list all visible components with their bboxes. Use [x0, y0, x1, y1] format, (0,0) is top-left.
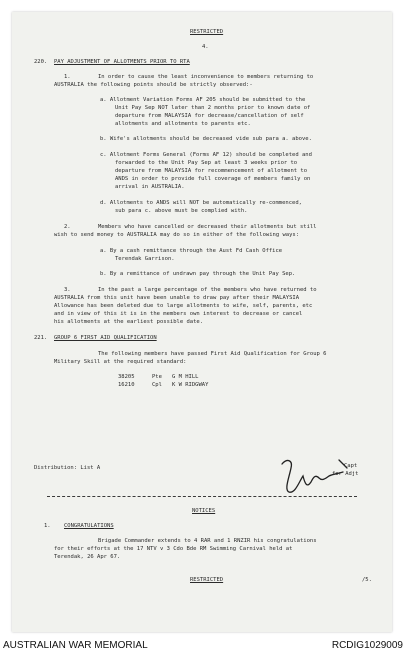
member-name: G M HILL [172, 374, 199, 380]
archive-footer [0, 638, 408, 653]
para-1-number: 1. [64, 74, 71, 80]
notice-number: 1. [44, 523, 51, 529]
distribution: Distribution: List A [34, 465, 101, 471]
item-d-line: sub para c. above must be complied with. [115, 208, 248, 214]
item-a-line: a. Allotment Variation Forms AF 205 should be submitted to the [100, 97, 306, 103]
para-2-item-b: b. By a remittance of undrawn pay through the Unit Pay Sep. [100, 271, 296, 277]
item-d-line: d. Allotments to ANDS will NOT be automatically re-commenced, [100, 200, 302, 206]
member-name: K W RIDGWAY [172, 382, 209, 388]
item-a-line: departure from MALAYSIA for decrease/cancellation of self [115, 113, 304, 119]
para-3-line: In the past a large percentage of the members who have returned to [98, 287, 317, 293]
para-2-line: wish to send money to AUSTRALIA may do so in either of the following ways: [54, 232, 300, 238]
signature-rank: Capt [344, 463, 358, 469]
item-b-line: b. Wife's allotments should be decreased vide sub para a. above. [100, 136, 312, 142]
item-c-line: c. Allotment Forms General (Forms AF 12) should be completed and [100, 152, 312, 158]
notice-line: Terendak, 26 Apr 67. [54, 554, 121, 560]
para-3-line: AUSTRALIA from this unit have been unable to draw pay after their MALAYSIA [54, 295, 300, 301]
member-number: 16210 [118, 382, 135, 388]
member-number: 38205 [118, 374, 135, 380]
classification-top: RESTRICTED [190, 29, 224, 35]
section-221-line: The following members have passed First Aid Qualification for Group 6 [98, 351, 327, 357]
classification-bottom: RESTRICTED [190, 577, 224, 583]
item-c-line: departure from MALAYSIA for recommencement of allotment to [115, 168, 308, 174]
para-3-line: his allotments at the earliest possible date. [54, 319, 204, 325]
item-c-line: ANDS in order to provide full coverage of members family on [115, 176, 311, 182]
para-3-line: Allowance has been deleted due to large allotments to wife, self, parents, etc [54, 303, 313, 309]
notice-title: CONGRATULATIONS [64, 523, 114, 529]
para-2-line: Members who have cancelled or decreased their allotments but still [98, 224, 317, 230]
section-221-line: Military Skill at the required standard: [54, 359, 187, 365]
item-a-line: Unit Pay Sep NOT later than 2 months prior to known date of [115, 105, 311, 111]
member-rank: Pte [152, 374, 162, 380]
section-221-title: GROUP 6 FIRST AID QUALIFICATION [54, 335, 157, 341]
archive-name: AUSTRALIAN WAR MEMORIAL [3, 640, 148, 651]
item-c-line: forwarded to the Unit Pay Sep at least 3 weeks prior to [115, 160, 298, 166]
member-rank: Cpl [152, 382, 162, 388]
para-3-number: 3. [64, 287, 71, 293]
para-1-line: AUSTRALIA the following points should be strictly observed:- [54, 82, 253, 88]
item-c-line: arrival in AUSTRALIA. [115, 184, 185, 190]
notice-line: Brigade Commander extends to 4 RAR and 1 RNZIR his congratulations [98, 538, 317, 544]
section-221-number: 221. [34, 335, 48, 341]
signature-for: for Adjt [332, 471, 359, 477]
page-number: 4. [202, 44, 209, 50]
section-220-title: PAY ADJUSTMENT OF ALLOTMENTS PRIOR TO RTA [54, 59, 190, 65]
para-3-line: and in view of this it is in the members own interest to decrease or cancel [54, 311, 303, 317]
dashed-divider [47, 496, 357, 497]
notice-line: for their efforts at the 17 NTV v 3 Cdo Bde RM Swimming Carnival held at [54, 546, 293, 552]
notices-title: NOTICES [192, 508, 216, 514]
record-id: RCDIG1029009 [331, 640, 403, 651]
para-2-item-a: a. By a cash remittance through the Aust Fd Cash Office [100, 248, 283, 254]
item-a-line: allotments and allotments to parents etc. [115, 121, 251, 127]
para-2-number: 2. [64, 224, 71, 230]
next-page: /5. [362, 577, 372, 583]
document-page [12, 12, 392, 632]
section-220-number: 220. [34, 59, 48, 65]
para-2-item-a: Terendak Garrison. [115, 256, 175, 262]
para-1-line: In order to cause the least inconvenience to members returning to [98, 74, 314, 80]
